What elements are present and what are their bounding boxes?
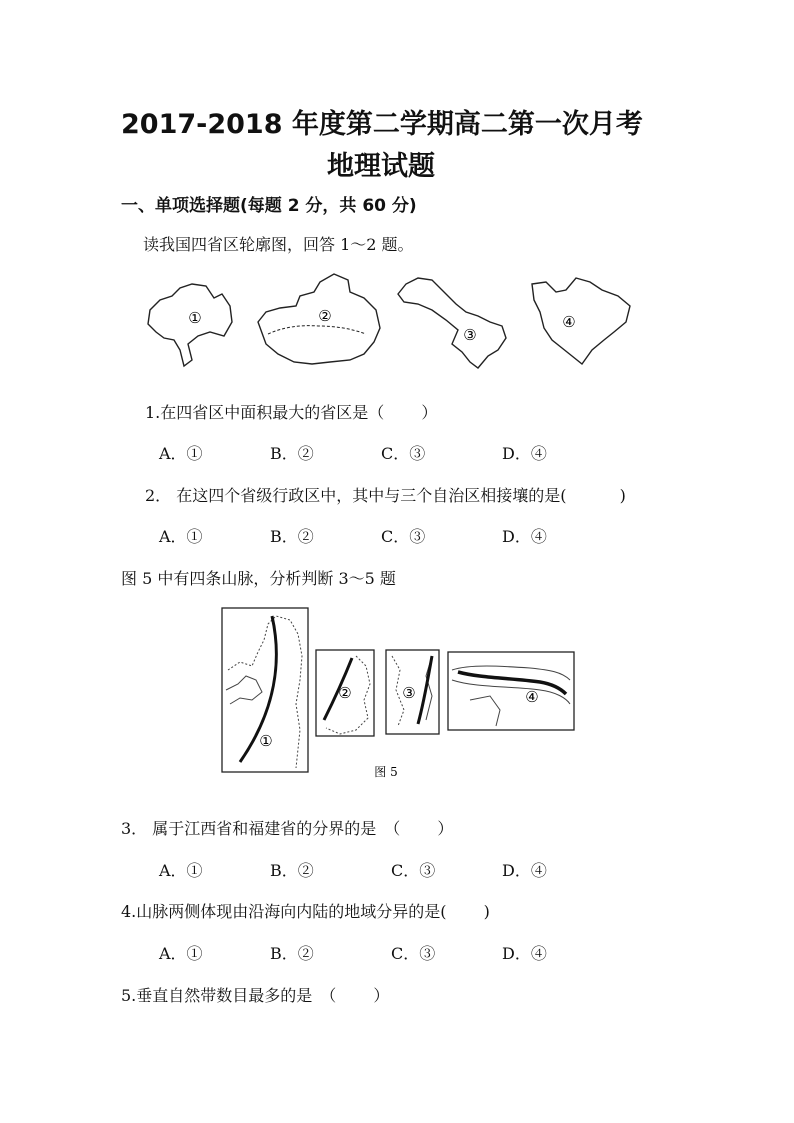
- q1-option-c: C．③: [381, 444, 426, 463]
- fig5-label-1: ①: [259, 732, 273, 750]
- fig5-panel-1: [222, 608, 308, 772]
- section-header: 一、单项选择题(每题 2 分，共 60 分): [121, 196, 417, 216]
- q1-option-d: D．④: [502, 444, 547, 463]
- q2-option-c: C．③: [381, 527, 426, 546]
- intro-question-3-5: 图 5 中有四条山脉，分析判断 3～5 题: [121, 569, 396, 588]
- province-map-4: [532, 278, 630, 364]
- question-5: 5.垂直自然带数目最多的是 （ ）: [121, 986, 390, 1005]
- question-3: 3． 属于江西省和福建省的分界的是 （ ）: [121, 819, 454, 838]
- q4-option-d: D．④: [502, 944, 547, 963]
- q3-option-a: A．①: [159, 861, 203, 880]
- map-label-1: ①: [188, 309, 202, 327]
- question-4: 4.山脉两侧体现由沿海向内陆的地域分异的是( ): [121, 902, 490, 921]
- q4-option-b: B．②: [270, 944, 314, 963]
- q3-option-d: D．④: [502, 861, 547, 880]
- question-1: 1.在四省区中面积最大的省区是（ ）: [145, 403, 438, 422]
- q2-option-d: D．④: [502, 527, 547, 546]
- question-2: 2． 在这四个省级行政区中，其中与三个自治区相接壤的是( ): [145, 486, 626, 505]
- q2-option-a: A．①: [159, 527, 203, 546]
- fig5-label-3: ③: [402, 684, 416, 702]
- map-label-2: ②: [318, 307, 332, 325]
- map-label-4: ④: [562, 313, 576, 331]
- q4-option-a: A．①: [159, 944, 203, 963]
- province-map-1: [148, 284, 232, 366]
- map-label-3: ③: [463, 326, 477, 344]
- fig5-panel-3: [386, 650, 439, 734]
- q1-option-a: A．①: [159, 444, 203, 463]
- figure-5-mountain-maps: [0, 600, 794, 800]
- province-map-2: [258, 274, 380, 364]
- q2-option-b: B．②: [270, 527, 314, 546]
- province-outline-maps: [0, 270, 794, 370]
- intro-question-1-2: 读我国四省区轮廓图，回答 1～2 题。: [143, 235, 414, 254]
- q1-option-b: B．②: [270, 444, 314, 463]
- fig5-panel-4: [448, 652, 574, 730]
- fig5-panel-2: [316, 650, 374, 736]
- province-map-3: [398, 278, 506, 368]
- exam-subtitle: 地理试题: [327, 151, 435, 182]
- q3-option-c: C．③: [391, 861, 436, 880]
- fig5-label-4: ④: [525, 688, 539, 706]
- q4-option-c: C．③: [391, 944, 436, 963]
- fig5-label-2: ②: [338, 684, 352, 702]
- q3-option-b: B．②: [270, 861, 314, 880]
- exam-title: 2017-2018 年度第二学期高二第一次月考: [121, 109, 643, 140]
- fig5-caption: 图 5: [374, 765, 398, 779]
